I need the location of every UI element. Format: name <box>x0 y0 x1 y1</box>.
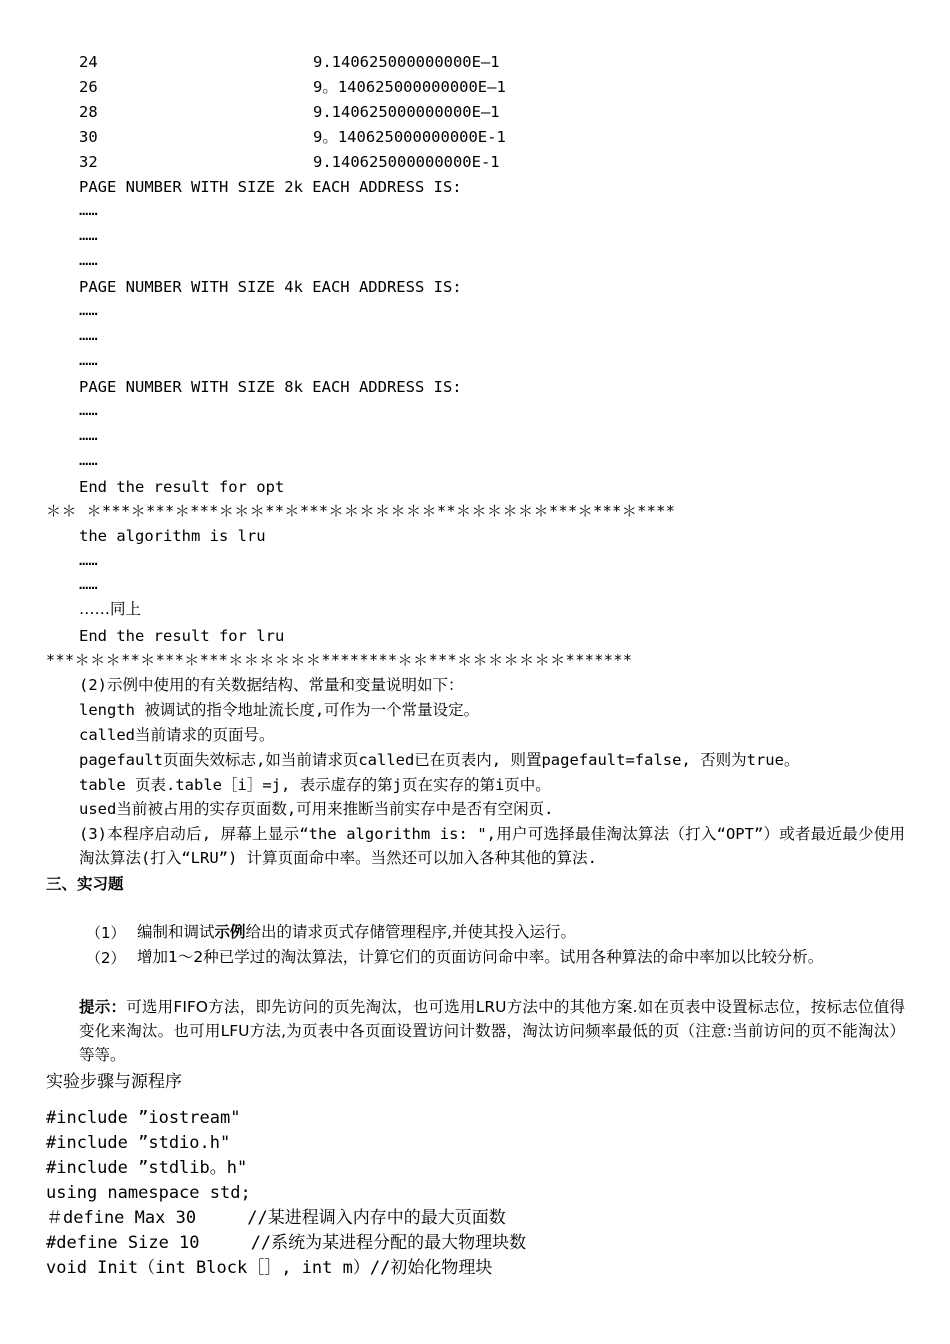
hit-rate-value: 9。140625000000000E—1 <box>313 78 506 96</box>
code-line: #include ”stdlib。h" <box>46 1158 248 1178</box>
end-lru-line: End the result for lru <box>79 627 285 645</box>
ellipsis-line: …… <box>79 251 98 269</box>
page-size-header-4k: PAGE NUMBER WITH SIZE 4k EACH ADDRESS IS: <box>79 278 462 296</box>
ellipsis-line: …… <box>79 351 98 369</box>
page-number: 32 <box>79 153 98 171</box>
page-number: 24 <box>79 53 98 71</box>
ellipsis-line: …… <box>79 575 98 593</box>
ellipsis-line: …… <box>79 426 98 444</box>
same-as-above-line: ……同上 <box>79 600 142 618</box>
hint-label: 提示： <box>79 998 127 1016</box>
explanation-paragraph: (3)本程序启动后, 屏幕上显示“the algorithm is: ",用户可选择最佳淘汰算法（打入“OPT”）或者最近最少使用淘汰算法(打入“LRU”) 计算页面命中率。当然还可以加入各种其他的算法. <box>79 825 905 867</box>
task-number: （2） <box>86 949 126 967</box>
ellipsis-line: …… <box>79 401 98 419</box>
section-heading: 三、实习题 <box>46 875 124 893</box>
steps-title: 实验步骤与源程序 <box>46 1072 182 1092</box>
ellipsis-line: …… <box>79 551 98 569</box>
explanation-line: (2)示例中使用的有关数据结构、常量和变量说明如下： <box>79 676 464 694</box>
code-line: ＃define Max 30 //某进程调入内存中的最大页面数 <box>46 1208 506 1228</box>
ellipsis-line: …… <box>79 326 98 344</box>
ellipsis-line: …… <box>79 226 98 244</box>
hit-rate-value: 9.140625000000000E—1 <box>313 103 500 121</box>
page-number: 28 <box>79 103 98 121</box>
page-size-header-2k: PAGE NUMBER WITH SIZE 2k EACH ADDRESS IS: <box>79 178 462 196</box>
explanation-line: used当前被占用的实存页面数,可用来推断当前实存中是否有空闲页. <box>79 800 554 818</box>
end-opt-line: End the result for opt <box>79 478 285 496</box>
explanation-line: pagefault页面失效标志,如当前请求页called已在页表内, 则置pagefault=false, 否则为true。 <box>79 751 800 769</box>
ellipsis-line: …… <box>79 201 98 219</box>
task-text-part: 给出的请求页式存储管理程序,并使其投入运行。 <box>245 923 576 941</box>
asterisk-separator: ***＊＊＊**＊***＊***＊＊＊＊＊＊********＊＊***＊＊＊＊＊＊＊******* <box>46 651 633 669</box>
task-text: 增加1～2种已学过的淘汰算法，计算它们的页面访问命中率。试用各种算法的命中率加以比较分析。 <box>137 948 824 966</box>
hint-paragraph <box>79 995 905 1067</box>
code-line: using namespace std; <box>46 1183 251 1203</box>
ellipsis-line: …… <box>79 301 98 319</box>
code-line: #include ”stdio.h" <box>46 1133 231 1153</box>
code-line: void Init（int Block［］, int m）//初始化物理块 <box>46 1258 493 1278</box>
hit-rate-value: 9.140625000000000E—1 <box>313 53 500 71</box>
ellipsis-line: …… <box>79 451 98 469</box>
explanation-line: table 页表.table［i］=j, 表示虚存的第j页在实存的第i页中。 <box>79 776 551 794</box>
page-size-header-8k: PAGE NUMBER WITH SIZE 8k EACH ADDRESS IS: <box>79 378 462 396</box>
task-text-bold: 示例 <box>214 923 246 941</box>
task-number: （1） <box>86 924 126 942</box>
task-text-part: 编制和调试 <box>137 923 215 941</box>
code-line: #include ”iostream" <box>46 1108 241 1128</box>
explanation-line: called当前请求的页面号。 <box>79 726 275 744</box>
code-line: #define Size 10 //系统为某进程分配的最大物理块数 <box>46 1233 527 1253</box>
asterisk-separator: ＊＊ ＊***＊***＊***＊＊＊**＊***＊＊＊＊＊＊＊**＊＊＊＊＊＊***＊***＊**** <box>46 502 676 520</box>
hit-rate-value: 9。140625000000000E-1 <box>313 128 506 146</box>
page-number: 26 <box>79 78 98 96</box>
hit-rate-value: 9.140625000000000E-1 <box>313 153 500 171</box>
hint-text: 可选用FIFO方法，即先访问的页先淘汰，也可选用LRU方法中的其他方案.如在页表中设置标志位，按标志位值得变化来淘汰。也可用LFU方法,为页表中各页面设置访问计数器，淘汰访问频率最低的页（注意:当前访问的页不能淘汰）等等。 <box>79 998 905 1064</box>
task-text <box>137 920 905 944</box>
page-number: 30 <box>79 128 98 146</box>
explanation-line: length 被调试的指令地址流长度,可作为一个常量设定。 <box>79 701 480 719</box>
algorithm-line: the algorithm is lru <box>79 527 266 545</box>
